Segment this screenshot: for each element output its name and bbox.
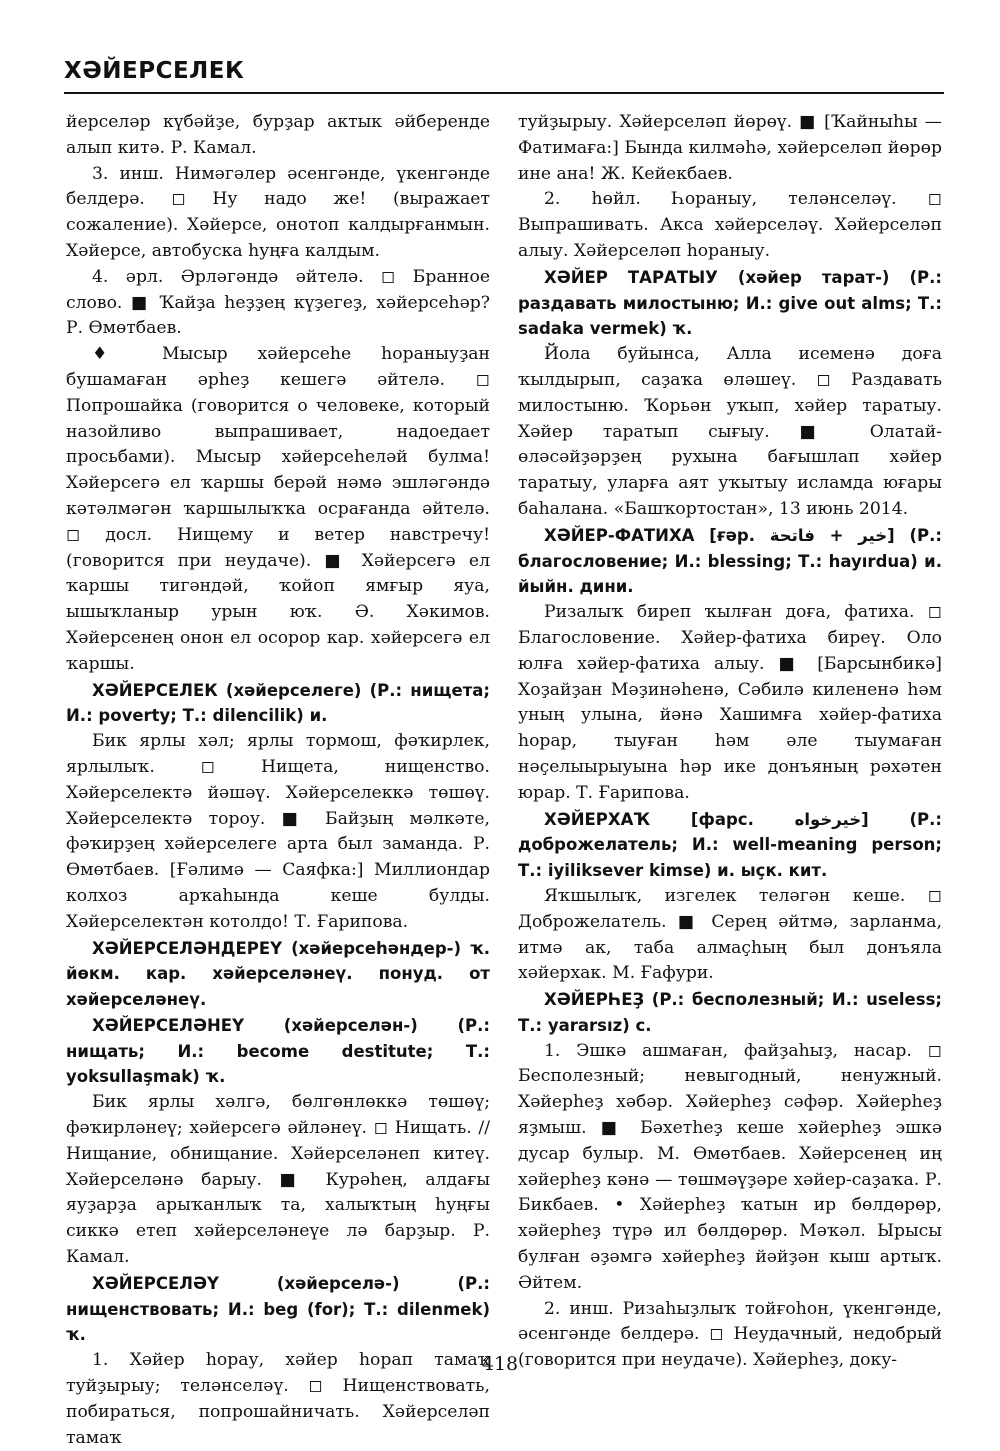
entry-paragraph: 1. Хәйер һорау, хәйер һорап тамаҡ туйҙырыу; теләнселәү. ◻ Нищенствовать, побираться, попрошайничать. Хәйерселәп тамаҡ xyxy=(66,1350,490,1448)
headword-entry: ХӘЙЕРСЕЛӘҮ (хәйерселә-) (Р.: нищенствовать; И.: beg (for); Т.: dilenmek) ҡ. xyxy=(66,1273,490,1345)
header-rule xyxy=(64,92,944,94)
page-header xyxy=(64,58,942,84)
entry-paragraph: 2. һөйл. Һораныу, теләнселәү. ◻ Выпрашивать. Акса хәйерселәү. Хәйерселәп алыу. Хәйерселәп һораныу. xyxy=(518,189,942,261)
running-head: ХӘЙЕРСЕЛЕК xyxy=(64,58,245,84)
headword-entry: ХӘЙЕРХАҠ [фарс. خيرخواه] (Р.: доброжелатель; И.: well-meaning person; Т.: iyiliksever kimse) и. ыҫк. кит. xyxy=(518,809,942,881)
entry-paragraph: йерселәр күбәйҙе, бурҙар актык әйберенде алып китә. Р. Камал. xyxy=(66,112,490,158)
right-column xyxy=(518,110,942,1374)
left-column xyxy=(66,110,490,1451)
entry-paragraph: 2. инш. Ризаһыҙлыҡ тойғоһон, үкенгәнде, әсенгәнде белдерә. ◻ Неудачный, недобрый (говорится при неудаче). Хәйерһеҙ, доку- xyxy=(518,1298,942,1371)
headword-entry: ХӘЙЕРСЕЛӘНЕҮ (хәйерселән-) (Р.: нищать; И.: become destitute; Т.: yoksullaşmak) ҡ. xyxy=(66,1015,490,1087)
entry-paragraph: 1. Эшкә ашмаған, файҙаһыҙ, насар. ◻ Бесполезный; невыгодный, ненужный. Хәйерһеҙ хәбәр. Хәйерһеҙ сәфәр. Хәйерһеҙ яҙмыш. ■ Бәхетһеҙ кеше хәйерһеҙ эшкә дусар булыр. М. Өмөтбаев. Хәйерсенең иң хәйерһеҙ кәнә — төшмәүҙәре хәйер-саҙаҡа. Р. Бикбаев. • Хәйерһеҙ ҡатын ир бөлдөрөр, хәйерһеҙ түрә ил бөлдөрөр. Мәҡәл. Ырысы булған әҙәмгә хәйерһеҙ йәйҙән кыш артыҡ. Әйтем. xyxy=(518,1040,942,1293)
page-number: 418 xyxy=(481,1353,519,1375)
entry-paragraph: Ризалыҡ биреп ҡылған доға, фатиха. ◻ Благословение. Хәйер-фатиха биреү. Оло юлға хәйер-фатиха алыу. ■ [Барсынбикә] Хоҙайҙан Мәҙинәһенә, Сәбилә килененә һәм уның улына, йәнә Хашимға хәйер-фатиха һорар, тыуған һәм әле тыумаған нәҫелыырыуына һәр ике донъяның рәхәтен юрар. Т. Ғарипова. xyxy=(518,602,942,803)
entry-paragraph: Бик ярлы хәлгә, бөлгөнлөккә төшөү; фәҡирләнеү; хәйерсегә әйләнеү. ◻ Нищать. // Нищание, обнищание. Хәйерселәнеп китеү. Хәйерселәнә барыу. ■ Курәһең, алдағы яуҙарҙа арыҡанлыҡ та, халыҡтың һуңғы сиккә етеп хәйерселәнеүе лә барҙыр. Р. Камал. xyxy=(66,1092,490,1268)
headword-entry: ХӘЙЕР-ФАТИХА [ғәр. خير + فاتحة] (Р.: благословение; И.: blessing; Т.: hayırdua) и. йыйн. дини. xyxy=(518,525,942,597)
entry-paragraph: Яҡшылыҡ, изгелек теләгән кеше. ◻ Доброжелатель. ■ Серең әйтмә, зарланма, итмә ак, таба алмаҫһың был донъяла хәйерхак. М. Ғафури. xyxy=(518,885,942,984)
entry-paragraph: туйҙырыу. Хәйерселәп йөрөү. ■ [Ҡайныһы — Фатимаға:] Бында килмәһә, хәйерселәп йөрөр ине ана! Ж. Кейекбаев. xyxy=(518,112,942,184)
headword-entry: ХӘЙЕРҺЕҘ (Р.: бесполезный; И.: useless; Т.: yararsız) с. xyxy=(518,990,942,1035)
headword-entry: ХӘЙЕРСЕЛӘНДЕРЕҮ (хәйерсеһәндер-) ҡ. йөкм. кар. хәйерселәнеү. понуд. от хәйерселәнеү. xyxy=(66,938,490,1010)
entry-paragraph: Йола буйынса, Алла исеменә доға ҡылдырып, саҙаҡа өләшеү. ◻ Раздавать милостыню. Ҡорьән уҡып, хәйер таратыу. Хәйер таратып сығыу. ■ Олатай-өләсәйҙәрҙең рухына бағышлап хәйер таратыу, уларға аят уҡытыу исламда юғары баһалана. «Башҡортостан», 13 июнь 2014. xyxy=(518,344,942,519)
entry-paragraph: 4. әрл. Әрләгәндә әйтелә. ◻ Бранное слово. ■ Ҡайҙа һеҙҙең күҙегеҙ, хәйерсеһәр? Р. Өмөтбаев. xyxy=(66,266,490,339)
entry-paragraph: 3. инш. Нимәгәлер әсенгәнде, үкенгәнде белдерә. ◻ Ну надо же! (выражает сожаление). Хәйерсе, онотоп калдырғанмын. Хәйерсе, автобуска һуңға калдым. xyxy=(66,163,490,261)
headword-entry: ХӘЙЕР ТАРАТЫУ (хәйер тарат-) (Р.: раздавать милостыню; И.: give out alms; Т.: sadaka vermek) ҡ. xyxy=(518,267,942,339)
entry-paragraph: ♦ Мысыр хәйерсеһе һораныуҙан бушамаған әрһеҙ кешегә әйтелә. ◻ Попрошайка (говорится о человеке, который назойливо выпрашивает, надоедает просьбами). Мысыр хәйерсеһеләй булма! Хәйерсегә ел ҡаршы берәй нәмә эшләгәндә кәтәлмәгән ҡаршылыҡҡа осрағанда әйтелә. ◻ досл. Нищему и ветер навстречу! (говорится при неудаче). ■ Хәйерсегә ел ҡаршы тигәндәй, ҡойоп ямғыр яуа, ышыҡланыр урын юҡ. Ә. Хәкимов. Хәйерсенең онон ел осорор кар. хәйерсегә ел ҡаршы. xyxy=(66,344,490,674)
entry-paragraph: Бик ярлы хәл; ярлы тормош, фәҡирлек, ярлылыҡ. ◻ Нищета, нищенство. Хәйерселектә йәшәү. Хәйерселеккә төшөү. Хәйерселектә тороу. ■ Байҙың мәлкәте, фәҡирҙең хәйерселеге арта был заманда. Р. Өмөтбаев. [Ғәлимә — Саяфка:] Миллиондар колхоз арҡаһында кеше булды. Хәйерселектән котолдо! Т. Ғарипова. xyxy=(66,731,490,932)
headword-entry: ХӘЙЕРСЕЛЕК (хәйерселеге) (Р.: нищета; И.: poverty; Т.: dilencilik) и. xyxy=(66,680,490,726)
